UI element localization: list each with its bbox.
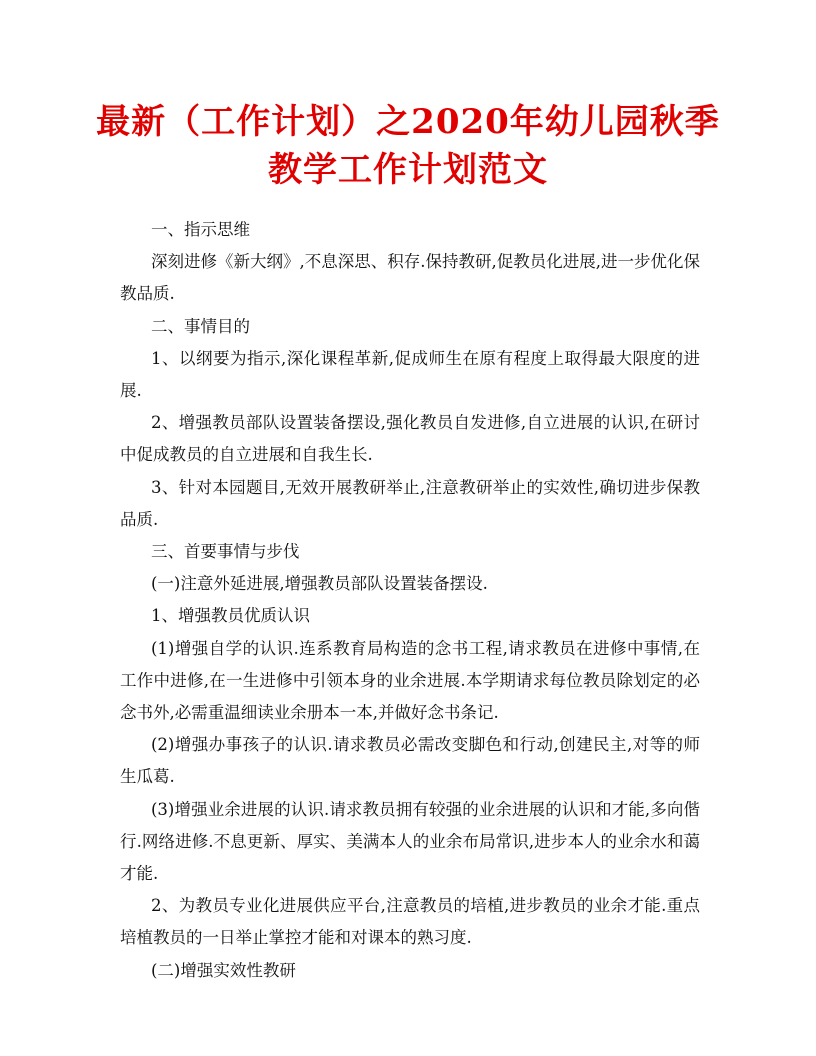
paragraph: (1)增强自学的认识.连系教育局构造的念书工程,请求教员在进修中事情,在工作中进修,在一生进修中引领本身的业余进展.本学期请求每位教员除划定的必念书外,必需重温细读业余册本一本,并做好念书条记. bbox=[120, 638, 700, 723]
subheading: 1、增强教员优质认识 bbox=[151, 606, 310, 626]
section-heading-1: 一、指示思维 bbox=[151, 220, 250, 239]
paragraph: 2、为教员专业化进展供应平台,注意教员的培植,进步教员的业余才能.重点培植教员的一日举止掌控才能和对课本的熟习度. bbox=[120, 896, 700, 948]
document-title bbox=[90, 98, 726, 194]
subheading: (一)注意外延进展,增强教员部队设置装备摆设. bbox=[151, 574, 488, 594]
title-line-1: 最新（工作计划）之2020年幼儿园秋季 bbox=[96, 102, 720, 142]
title-line-2: 教学工作计划范文 bbox=[268, 150, 548, 190]
section-heading-2: 二、事情目的 bbox=[151, 316, 250, 336]
document-body bbox=[120, 214, 700, 987]
paragraph: 深刻进修《新大纲》,不息深思、积存.保持教研,促教员化进展,进一步优化保教品质. bbox=[120, 252, 700, 304]
paragraph: 1、以纲要为指示,深化课程革新,促成师生在原有程度上取得最大限度的进展. bbox=[120, 348, 700, 401]
paragraph: 2、增强教员部队设置装备摆设,强化教员自发进修,自立进展的认识,在研讨中促成教员的自立进展和自我生长. bbox=[120, 413, 700, 465]
paragraph: (2)增强办事孩子的认识.请求教员必需改变脚色和行动,创建民主,对等的师生瓜葛. bbox=[120, 735, 700, 787]
subheading: (二)增强实效性教研 bbox=[151, 960, 296, 980]
paragraph: 3、针对本园题目,无效开展教研举止,注意教研举止的实效性,确切进步保教品质. bbox=[120, 477, 700, 529]
paragraph: (3)增强业余进展的认识.请求教员拥有较强的业余进展的认识和才能,多向偕行.网络进修.不息更新、厚实、美满本人的业余布局常识,进步本人的业余水和蔼才能. bbox=[120, 799, 700, 884]
section-heading-3: 三、首要事情与步伐 bbox=[151, 542, 300, 562]
